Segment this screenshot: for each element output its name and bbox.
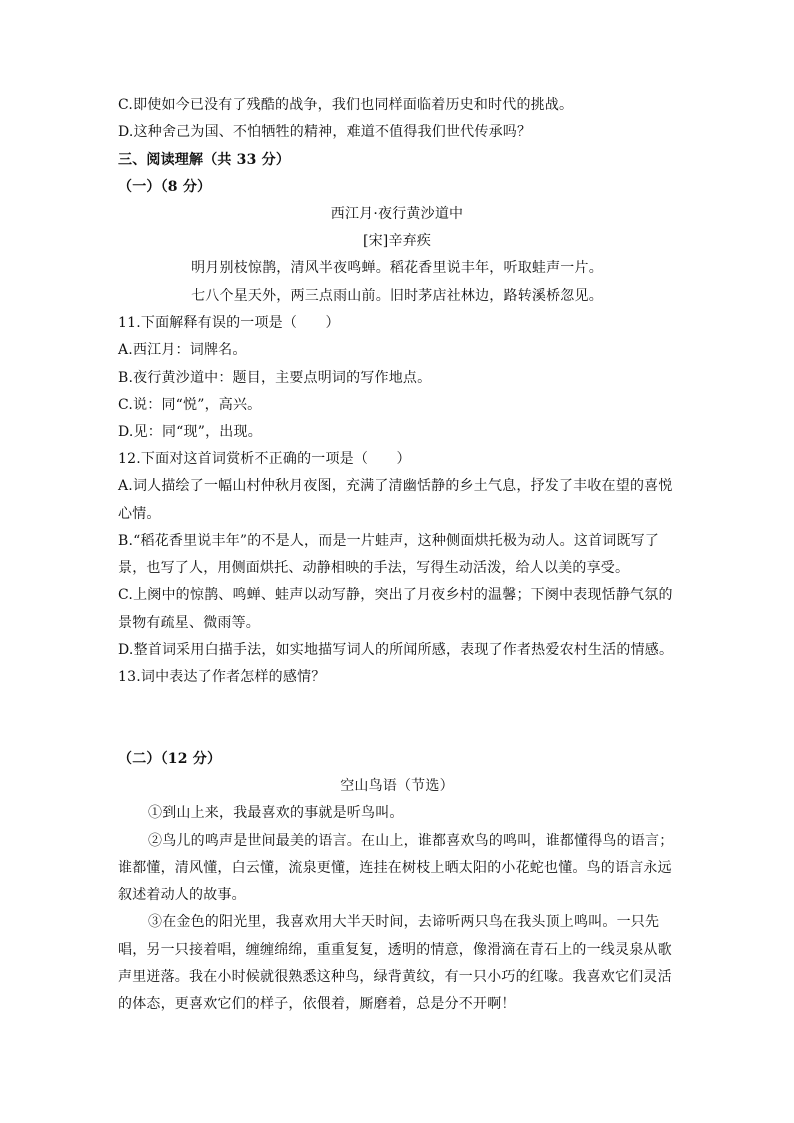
paragraph-2-line-2: 谁都懂，清风懂，白云懂，流泉更懂，连挂在树枝上晒太阳的小花蛇也懂。鸟的语言永远 [118,860,672,876]
question-12: 12.下面对这首词赏析不正确的一项是（ ） [118,451,411,467]
paragraph-2-line-3: 叙述着动人的故事。 [118,887,246,903]
question-11: 11.下面解释有误的一项是（ ） [118,315,340,331]
essay-title: 空山鸟语（节选） [340,778,454,794]
part-one-heading: （一）（8 分） [118,179,212,195]
q11-option-d: D.见：同“现”，出现。 [118,424,262,440]
poem-line-2: 七八个星天外，两三点雨山前。旧时茅店社林边，路转溪桥忽见。 [191,288,603,304]
question-13: 13.词中表达了作者怎样的感情？ [118,669,326,685]
q12-option-c-line-1: C.上阕中的惊鹊、鸣蝉、蛙声以动写静，突出了月夜乡村的温馨；下阕中表现恬静气氛的 [118,587,673,603]
poem-line-1: 明月别枝惊鹊，清风半夜鸣蝉。稻花香里说丰年，听取蛙声一片。 [191,260,603,276]
q12-option-c-line-2: 景物有疏星、微雨等。 [118,615,260,631]
poem-author: [宋]辛弃疾 [362,233,432,249]
paragraph-1: ①到山上来，我最喜欢的事就是听鸟叫。 [148,805,404,821]
paragraph-3-line-3: 声里迸落。我在小时候就很熟悉这种鸟，绿背黄纹，有一只小巧的红喙。我喜欢它们灵活 [118,969,672,985]
q11-option-a: A.西江月：词牌名。 [118,342,247,358]
option-c: C.即使如今已没有了残酷的战争，我们也同样面临着历史和时代的挑战。 [118,97,574,113]
part-two-heading: （二）（12 分） [118,751,222,767]
poem-title: 西江月·夜行黄沙道中 [330,206,464,222]
paragraph-3-line-2: 唱，另一只接着唱，缠缠绵绵，重重复复，透明的情意，像滑滴在青石上的一线灵泉从歌 [118,942,672,958]
q12-option-d: D.整首词采用白描手法，如实地描写词人的所闻所感，表现了作者热爱农村生活的情感。 [118,642,674,658]
q11-option-c: C.说：同“悦”，高兴。 [118,397,262,413]
q12-option-a-line-2: 心情。 [118,506,161,522]
q12-option-b-line-2: 景，也写了人，用侧面烘托、动静相映的手法，写得生动活泼，给人以美的享受。 [118,560,630,576]
q12-option-b-line-1: B.“稻花香里说丰年”的不是人，而是一片蛙声，这种侧面烘托极为动人。这首词既写了 [118,533,660,549]
q11-option-b: B.夜行黄沙道中：题目，主要点明词的写作地点。 [118,370,432,386]
section-heading: 三、阅读理解（共 33 分） [118,152,291,168]
paragraph-3-line-4: 的体态，更喜欢它们的样子，依偎着，厮磨着，总是分不开啊！ [118,996,516,1012]
option-d: D.这种舍己为国、不怕牺牲的精神，难道不值得我们世代传承吗？ [118,124,532,140]
q12-option-a-line-1: A.词人描绘了一幅山村仲秋月夜图，充满了清幽恬静的乡土气息，抒发了丰收在望的喜悦 [118,478,673,494]
paragraph-2-line-1: ②鸟儿的鸣声是世间最美的语言。在山上，谁都喜欢鸟的鸣叫，谁都懂得鸟的语言； [148,833,674,849]
paragraph-3-line-1: ③在金色的阳光里，我喜欢用大半天时间，去谛听两只鸟在我头顶上鸣叫。一只先 [148,914,660,930]
